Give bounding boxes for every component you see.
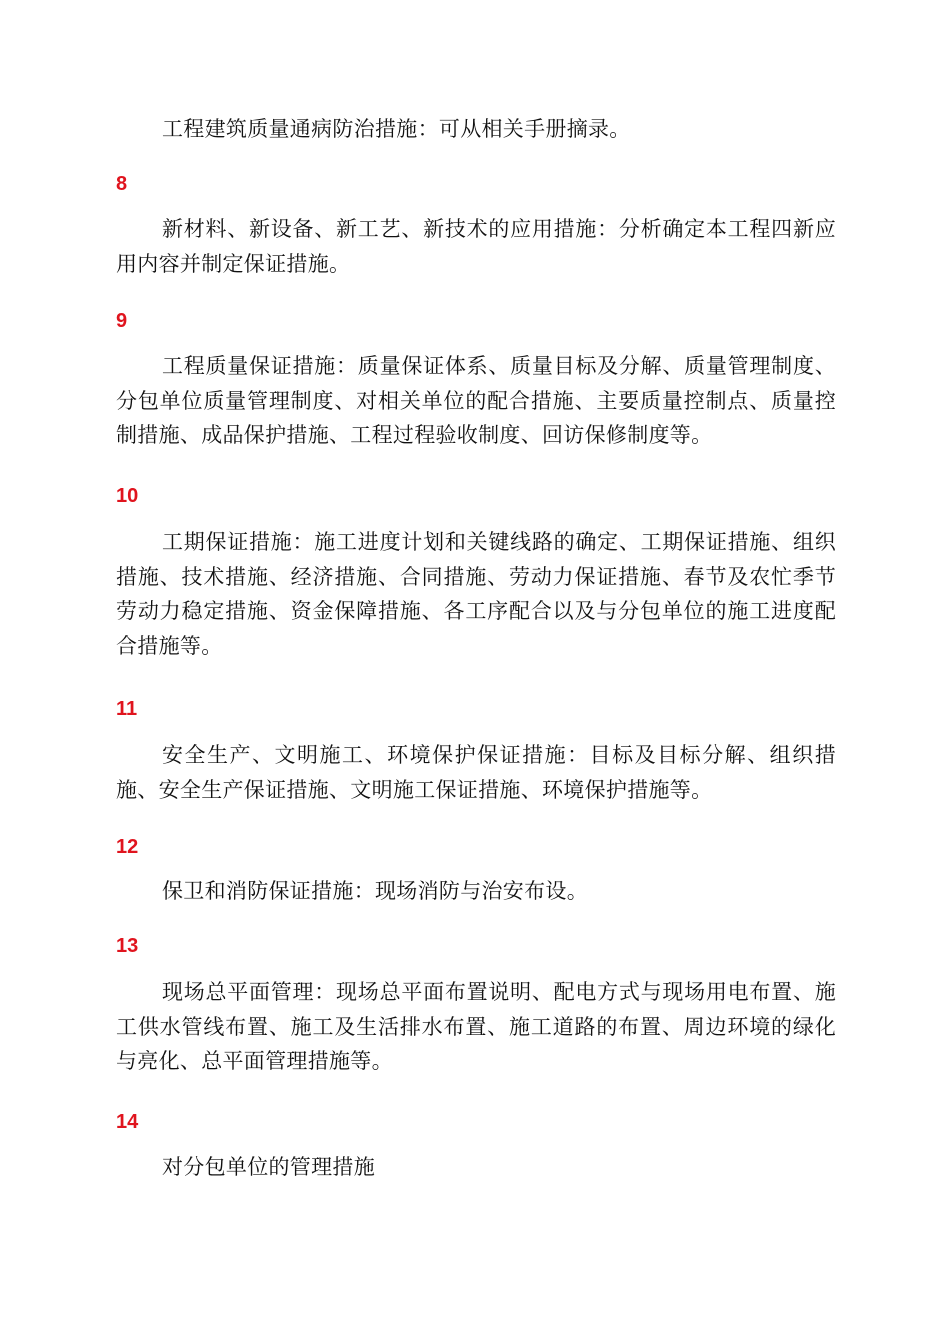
paragraph-subcontractor: 对分包单位的管理措施 <box>162 1155 375 1179</box>
paragraph-quality-assurance: 工程质量保证措施：质量保证体系、质量目标及分解、质量管理制度、分包单位质量管理制度、对相关单位的配合措施、主要质量控制点、质量控制措施、成品保护措施、工程过程验收制度、回访保修制度等。 <box>116 354 836 447</box>
section-number-9: 9 <box>116 310 128 332</box>
paragraph-new-technology: 新材料、新设备、新工艺、新技术的应用措施：分析确定本工程四新应用内容并制定保证措施。 <box>116 217 836 276</box>
section-number-13: 13 <box>116 935 139 957</box>
section-number-10: 10 <box>116 485 139 507</box>
section-number-14: 14 <box>116 1111 139 1133</box>
paragraph-quality-defects: 工程建筑质量通病防治措施：可从相关手册摘录。 <box>162 117 631 141</box>
paragraph-security-fire: 保卫和消防保证措施：现场消防与治安布设。 <box>162 879 588 903</box>
paragraph-safety-environment: 安全生产、文明施工、环境保护保证措施：目标及目标分解、组织措施、安全生产保证措施、文明施工保证措施、环境保护措施等。 <box>116 743 836 802</box>
section-number-8: 8 <box>116 173 128 195</box>
section-number-12: 12 <box>116 836 139 858</box>
section-number-11: 11 <box>116 698 138 720</box>
paragraph-schedule-assurance: 工期保证措施：施工进度计划和关键线路的确定、工期保证措施、组织措施、技术措施、经济措施、合同措施、劳动力保证措施、春节及农忙季节劳动力稳定措施、资金保障措施、各工序配合以及与分包单位的施工进度配合措施等。 <box>116 530 836 658</box>
paragraph-site-layout: 现场总平面管理：现场总平面布置说明、配电方式与现场用电布置、施工供水管线布置、施工及生活排水布置、施工道路的布置、周边环境的绿化与亮化、总平面管理措施等。 <box>116 980 836 1073</box>
